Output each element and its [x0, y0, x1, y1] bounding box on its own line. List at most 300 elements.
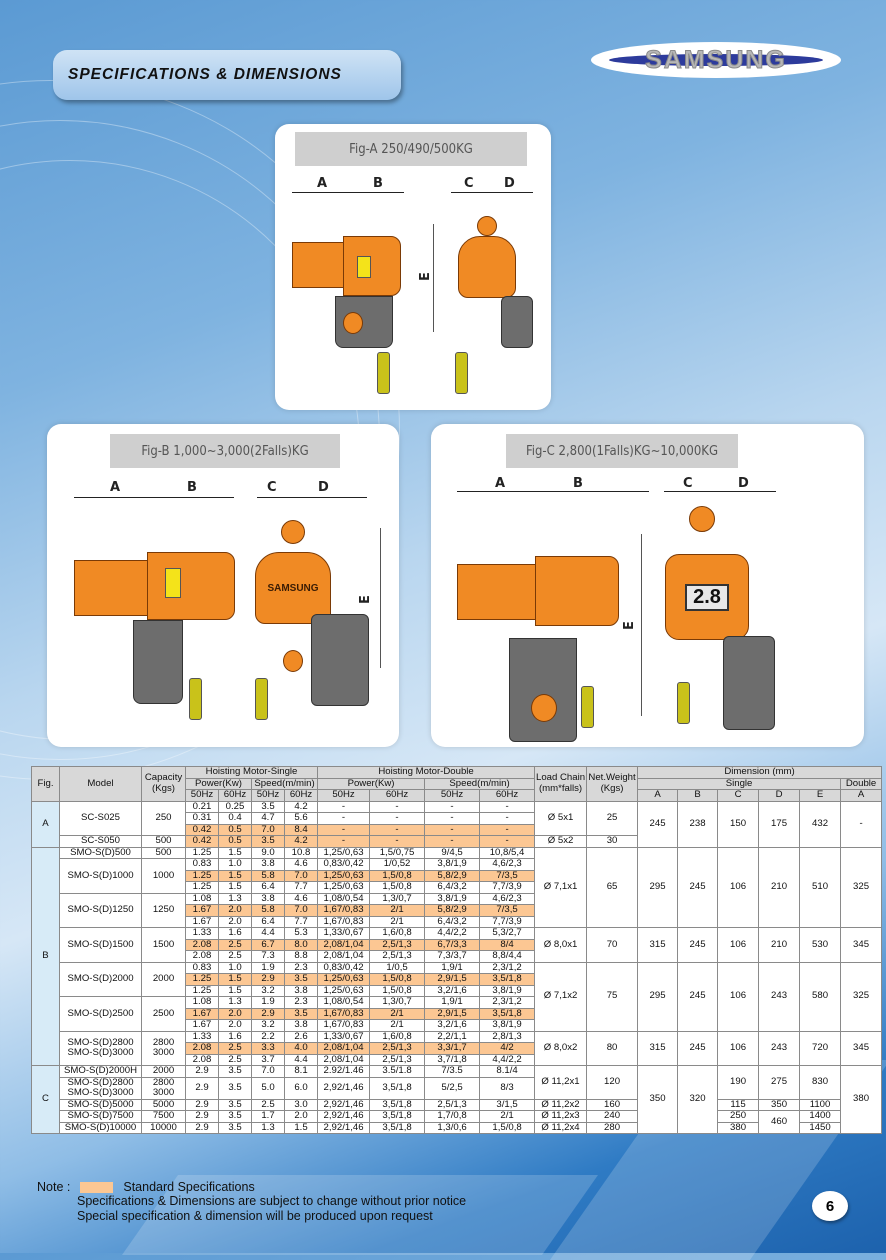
- dim-label-e: E: [621, 621, 637, 630]
- cell-ss50: 1.9: [252, 997, 285, 1009]
- cell-sp50: 0.83: [186, 859, 219, 871]
- cell-load-chain: Ø 8,0x1: [535, 928, 587, 963]
- pendant-switch-side: [255, 678, 268, 720]
- cell-sp50: 1.08: [186, 893, 219, 905]
- cell-ds50: 6,4/3,2: [425, 882, 480, 894]
- cell-load-chain: Ø 11,2x4: [535, 1122, 587, 1134]
- cell-model: [60, 1031, 142, 1066]
- cell-sp60: 1.5: [219, 974, 252, 986]
- cell-dp60: 1,5/0,8: [370, 882, 425, 894]
- cell-ds60: 3/1,5: [480, 1099, 535, 1111]
- top-hook: [281, 520, 305, 544]
- cell-ds60: 7/3,5: [480, 905, 535, 917]
- col-fig: Fig.: [32, 767, 60, 802]
- cell-model: [60, 1111, 142, 1123]
- cell-ds60: 2,3/1,2: [480, 997, 535, 1009]
- cell-dp50: -: [318, 813, 370, 825]
- capacity-value: 500: [155, 847, 172, 858]
- figure-b-label: Fig-B 1,000~3,000(2Falls)KG: [110, 434, 340, 468]
- cell-sp60: 3.5: [219, 1122, 252, 1134]
- figure-a-panel: [275, 124, 551, 410]
- cell-load-chain: Ø 7,1x2: [535, 962, 587, 1031]
- cell-load-chain: Ø 11,2x1: [535, 1066, 587, 1100]
- dim-label-a: A: [495, 476, 506, 491]
- table-row: [32, 1099, 882, 1111]
- cell-ds60: 2,8/1,3: [480, 1031, 535, 1043]
- col-net-weight: Net.Weight (Kgs): [587, 767, 638, 802]
- cell-sp60: 1.5: [219, 882, 252, 894]
- model-name: SMO-S(D)7500: [67, 1110, 134, 1121]
- cell-dp60: 1,5/0,8: [370, 974, 425, 986]
- cell-ss60: 4.6: [285, 859, 318, 871]
- cell-sp60: 0.4: [219, 813, 252, 825]
- cell-dp60: 2,5/1,3: [370, 1054, 425, 1066]
- cell-ds50: 3,7/1,8: [425, 1054, 480, 1066]
- cell-sp50: 1.25: [186, 870, 219, 882]
- cell-ss60: 7.7: [285, 882, 318, 894]
- cell-ds60: -: [480, 824, 535, 836]
- cell-dp60: 3,5/1,8: [370, 1111, 425, 1123]
- cell-ds50: 5,8/2,9: [425, 870, 480, 882]
- cell-model: [60, 859, 142, 894]
- cell-sp50: 2.08: [186, 1043, 219, 1055]
- cell-dim-c: 106: [718, 962, 759, 1031]
- cell-dp50: 1,33/0,67: [318, 928, 370, 940]
- cell-ds50: 2,2/1,1: [425, 1031, 480, 1043]
- cell-dp60: -: [370, 801, 425, 813]
- cell-ss50: 7.0: [252, 1066, 285, 1078]
- cell-sp60: 1.5: [219, 870, 252, 882]
- cell-load-chain: Ø 11,2x2: [535, 1099, 587, 1111]
- capacity-value: 2000: [152, 973, 175, 984]
- cell-ss60: 2.3: [285, 997, 318, 1009]
- col-dimension: Dimension (mm): [638, 767, 882, 779]
- cell-capacity: [142, 1031, 186, 1066]
- cell-dim-e: 432: [800, 801, 841, 847]
- cell-dp50: 2,08/1,04: [318, 1043, 370, 1055]
- model-name: SMO-S(D)2500: [67, 1007, 134, 1019]
- cell-ds50: 7,3/3,7: [425, 951, 480, 963]
- col-model: Model: [60, 767, 142, 802]
- cell-dp60: 1,6/0,8: [370, 1031, 425, 1043]
- cell-sp60: 0.5: [219, 836, 252, 848]
- capacity-value: 5000: [152, 1099, 175, 1110]
- cell-dp50: -: [318, 836, 370, 848]
- cell-ss50: 2.9: [252, 974, 285, 986]
- note-label: Note :: [37, 1180, 71, 1194]
- capacity-value: 2500: [152, 1007, 175, 1019]
- col-single-speed: Speed(m/min): [252, 778, 318, 790]
- cell-dim-a: 295: [638, 847, 678, 928]
- cell-ds50: -: [425, 836, 480, 848]
- cell-ds60: 3,5/1,8: [480, 1008, 535, 1020]
- figure-c-panel: [431, 424, 864, 747]
- cell-net-weight: 240: [587, 1111, 638, 1123]
- cell-sp50: 2.08: [186, 1054, 219, 1066]
- cell-net-weight: 25: [587, 801, 638, 836]
- cell-ss60: 4.6: [285, 893, 318, 905]
- cell-sp50: 2.08: [186, 951, 219, 963]
- top-hook: [477, 216, 497, 236]
- dim-line-ab: [292, 192, 404, 193]
- cell-net-weight: 80: [587, 1031, 638, 1066]
- cell-dp50: 1,67/0,83: [318, 916, 370, 928]
- cell-dim-c: 115: [718, 1099, 759, 1111]
- cell-dim-c: 150: [718, 801, 759, 847]
- cell-dim-da: 325: [841, 962, 882, 1031]
- model-name: SMO-S(D)1250: [67, 904, 134, 915]
- cell-sp50: 0.21: [186, 801, 219, 813]
- cell-sp60: 1.3: [219, 997, 252, 1009]
- cell-dim-a: 295: [638, 962, 678, 1031]
- cell-ss50: 6.7: [252, 939, 285, 951]
- dim-label-c: C: [683, 476, 693, 491]
- cell-sp60: 3.5: [219, 1077, 252, 1099]
- cell-dp50: 2,92/1,46: [318, 1077, 370, 1099]
- cell-net-weight: 120: [587, 1066, 638, 1100]
- model-name: SMO-S(D)2800: [67, 1036, 134, 1048]
- cell-dp50: 1,67/0,83: [318, 1008, 370, 1020]
- cell-sp50: 1.67: [186, 905, 219, 917]
- cell-ss60: 2.6: [285, 1031, 318, 1043]
- cell-capacity: [142, 928, 186, 963]
- cell-ss50: 5.0: [252, 1077, 285, 1099]
- cell-dim-a: 315: [638, 1031, 678, 1066]
- dim-label-b: B: [573, 476, 583, 491]
- col-double-speed: Speed(m/min): [425, 778, 535, 790]
- cell-dp60: -: [370, 836, 425, 848]
- table-row: [32, 1066, 882, 1078]
- cell-ss60: 3.8: [285, 985, 318, 997]
- cell-sp60: 2.5: [219, 1054, 252, 1066]
- cell-dim-a: 315: [638, 928, 678, 963]
- cell-ds50: 9/4,5: [425, 847, 480, 859]
- cell-dim-a: 350: [638, 1066, 678, 1134]
- cell-sp50: 1.33: [186, 1031, 219, 1043]
- hoist-gear-case: [147, 552, 235, 620]
- cell-dim-c: 106: [718, 847, 759, 928]
- cell-ds50: 3,8/1,9: [425, 893, 480, 905]
- cell-ds50: 3,2/1,6: [425, 1020, 480, 1032]
- cell-ss60: 5.3: [285, 928, 318, 940]
- cell-dp60: 2,5/1,3: [370, 939, 425, 951]
- cell-dim-c: 380: [718, 1122, 759, 1134]
- cell-ss60: 3.5: [285, 974, 318, 986]
- cell-fig: B: [32, 847, 60, 1066]
- cell-dp50: 1,25/0,63: [318, 870, 370, 882]
- cell-sp60: 2.0: [219, 916, 252, 928]
- cell-model: [60, 1099, 142, 1111]
- cell-load-chain: Ø 5x2: [535, 836, 587, 848]
- cell-capacity: [142, 801, 186, 836]
- cell-ss50: 3.5: [252, 801, 285, 813]
- model-name: SMO-S(D)5000: [67, 1099, 134, 1110]
- cell-sp60: 2.5: [219, 1043, 252, 1055]
- cell-ds60: 4/2: [480, 1043, 535, 1055]
- col-motor-double: Hoisting Motor-Double: [318, 767, 535, 779]
- header-row-1: [32, 767, 882, 779]
- cell-ss60: 2.0: [285, 1111, 318, 1123]
- hoist-side-body: [458, 236, 516, 298]
- cell-dp60: 2/1: [370, 1020, 425, 1032]
- col-motor-single: Hoisting Motor-Single: [186, 767, 318, 779]
- cell-model: [60, 962, 142, 997]
- chain-bucket-side: [723, 636, 775, 730]
- cell-sp60: 2.5: [219, 939, 252, 951]
- cell-ds60: 8,8/4,4: [480, 951, 535, 963]
- cell-dp60: 1,3/0,7: [370, 997, 425, 1009]
- dim-line-cd: [257, 497, 367, 498]
- table-row: [32, 801, 882, 813]
- cell-dim-c: 190: [718, 1066, 759, 1100]
- cell-sp50: 1.25: [186, 985, 219, 997]
- cell-ds60: 4,4/2,2: [480, 1054, 535, 1066]
- cell-ds60: 7/3,5: [480, 870, 535, 882]
- cell-dp50: 2,92/1,46: [318, 1099, 370, 1111]
- dim-line-e: [433, 224, 434, 332]
- cell-dim-b: 245: [678, 928, 718, 963]
- cell-dp60: 1,3/0,7: [370, 893, 425, 905]
- cell-sp60: 0.25: [219, 801, 252, 813]
- dim-label-e: E: [417, 272, 433, 281]
- cell-ss60: 7.0: [285, 870, 318, 882]
- cell-capacity: [142, 962, 186, 997]
- cell-sp60: 1.0: [219, 859, 252, 871]
- col-hz: 60Hz: [480, 790, 535, 802]
- capacity-value: 1000: [152, 869, 175, 881]
- col-single-power: Power(Kw): [186, 778, 252, 790]
- cell-ss50: 2.9: [252, 1008, 285, 1020]
- cell-load-chain: Ø 7,1x1: [535, 847, 587, 928]
- cell-dp60: 3,5/1,8: [370, 1122, 425, 1134]
- cell-dim-c: 106: [718, 1031, 759, 1066]
- cell-fig: A: [32, 801, 60, 847]
- col-dim-c: C: [718, 790, 759, 802]
- cell-ss60: 2.3: [285, 962, 318, 974]
- hoist-gear-case: [535, 556, 619, 626]
- cell-dim-da: -: [841, 801, 882, 847]
- capacity-value: 3000: [152, 1087, 175, 1098]
- cell-net-weight: 280: [587, 1122, 638, 1134]
- cell-sp50: 1.33: [186, 928, 219, 940]
- table-row: [32, 1122, 882, 1134]
- cell-ss60: 10.8: [285, 847, 318, 859]
- capacity-value: 2800: [152, 1036, 175, 1048]
- hoist-side-body: [665, 554, 749, 640]
- cell-ds60: 8/3: [480, 1077, 535, 1099]
- cell-dim-e: 720: [800, 1031, 841, 1066]
- cell-capacity: [142, 1077, 186, 1099]
- cell-sp50: 2.9: [186, 1111, 219, 1123]
- cell-ss60: 8.8: [285, 951, 318, 963]
- cell-dp50: 0,83/0,42: [318, 962, 370, 974]
- col-hz: 60Hz: [219, 790, 252, 802]
- model-name: SMO-S(D)1000: [67, 869, 134, 881]
- cell-dp60: 1,5/0,8: [370, 870, 425, 882]
- col-hz: 60Hz: [370, 790, 425, 802]
- cell-load-chain: Ø 8,0x2: [535, 1031, 587, 1066]
- cell-capacity: [142, 1122, 186, 1134]
- model-name: SC-S025: [81, 812, 120, 823]
- col-dim-e: E: [800, 790, 841, 802]
- cell-dp60: 2/1: [370, 916, 425, 928]
- cell-dim-b: 320: [678, 1066, 718, 1134]
- cell-sp60: 3.5: [219, 1066, 252, 1078]
- cell-capacity: [142, 847, 186, 859]
- cell-ss50: 7.0: [252, 824, 285, 836]
- capacity-value: 2800: [152, 1077, 175, 1088]
- cell-model: [60, 997, 142, 1032]
- cell-sp50: 1.67: [186, 916, 219, 928]
- cell-ds60: 2,3/1,2: [480, 962, 535, 974]
- cell-sp50: 1.67: [186, 1008, 219, 1020]
- dim-label-d: D: [318, 480, 329, 495]
- cell-dp50: 2,92/1,46: [318, 1111, 370, 1123]
- dim-line-e: [641, 534, 642, 716]
- cell-sp60: 1.6: [219, 1031, 252, 1043]
- cell-sp60: 2.0: [219, 905, 252, 917]
- model-name: SC-S050: [81, 835, 120, 846]
- cell-ds50: 1,9/1: [425, 962, 480, 974]
- section-title-banner: [53, 50, 401, 100]
- cell-dim-d: 210: [759, 928, 800, 963]
- cell-dim-e: 1450: [800, 1122, 841, 1134]
- cell-ds60: 3,5/1,8: [480, 974, 535, 986]
- cell-dim-b: 245: [678, 962, 718, 1031]
- cell-dim-da: 380: [841, 1066, 882, 1134]
- cell-dp50: 2,08/1,04: [318, 1054, 370, 1066]
- col-hz: 50Hz: [425, 790, 480, 802]
- control-box: [165, 568, 181, 598]
- cell-dp50: 1,67/0,83: [318, 1020, 370, 1032]
- cell-ss50: 1.9: [252, 962, 285, 974]
- figure-a-label: Fig-A 250/490/500KG: [295, 132, 527, 166]
- pendant-switch: [189, 678, 202, 720]
- cell-dim-d: 275: [759, 1066, 800, 1100]
- model-name: SMO-S(D)3000: [67, 1087, 134, 1098]
- cell-ss50: 4.7: [252, 813, 285, 825]
- cell-dim-e: 530: [800, 928, 841, 963]
- cell-ss50: 3.2: [252, 985, 285, 997]
- cell-dim-e: 830: [800, 1066, 841, 1100]
- dim-line-cd: [664, 491, 776, 492]
- cell-fig: C: [32, 1066, 60, 1134]
- cell-dim-c: 106: [718, 928, 759, 963]
- cell-dp50: 1,08/0,54: [318, 893, 370, 905]
- cell-ss60: 8.1: [285, 1066, 318, 1078]
- cell-dim-e: 1400: [800, 1111, 841, 1123]
- cell-ss50: 3.2: [252, 1020, 285, 1032]
- cell-sp50: 1.25: [186, 882, 219, 894]
- cell-dp50: 2,08/1,04: [318, 939, 370, 951]
- hoist-motor-body: [292, 242, 347, 288]
- cell-sp50: 1.25: [186, 974, 219, 986]
- cell-sp50: 0.83: [186, 962, 219, 974]
- cell-dim-a: 245: [638, 801, 678, 847]
- cell-capacity: [142, 1099, 186, 1111]
- dim-label-a: A: [317, 176, 328, 191]
- cell-ds60: 4,6/2,3: [480, 859, 535, 871]
- pendant-switch-side: [677, 682, 690, 724]
- cell-model: [60, 1066, 142, 1078]
- table-row: [32, 962, 882, 974]
- cell-model: [60, 1122, 142, 1134]
- cell-dp50: 1,67/0,83: [318, 905, 370, 917]
- cell-ds60: 1,5/0,8: [480, 1122, 535, 1134]
- cell-capacity: [142, 1111, 186, 1123]
- dim-line-ab: [457, 491, 649, 492]
- pendant-switch: [581, 686, 594, 728]
- cell-capacity: [142, 893, 186, 928]
- cell-ss50: 7.3: [252, 951, 285, 963]
- model-name: SMO-S(D)10000: [64, 1122, 137, 1133]
- cell-dp50: 1,25/0,63: [318, 974, 370, 986]
- cell-net-weight: 160: [587, 1099, 638, 1111]
- cell-ds50: 2,9/1,5: [425, 974, 480, 986]
- table-row: [32, 1031, 882, 1043]
- note-line: Special specification & dimension will be produced upon request: [77, 1209, 433, 1223]
- cell-ss50: 5.8: [252, 905, 285, 917]
- cell-ds50: 1,7/0,8: [425, 1111, 480, 1123]
- cell-sp60: 2.5: [219, 951, 252, 963]
- cell-model: [60, 847, 142, 859]
- table-body: [32, 801, 882, 1134]
- dim-label-b: B: [187, 480, 197, 495]
- col-dim-a: A: [638, 790, 678, 802]
- cell-dp50: -: [318, 801, 370, 813]
- figure-b-panel: [47, 424, 399, 747]
- hook: [343, 312, 363, 334]
- cell-ss50: 6.4: [252, 882, 285, 894]
- cell-sp50: 2.9: [186, 1122, 219, 1134]
- cell-sp50: 2.9: [186, 1099, 219, 1111]
- cell-ss60: 3.8: [285, 1020, 318, 1032]
- dim-label-e: E: [357, 595, 373, 604]
- cell-ss60: 6.0: [285, 1077, 318, 1099]
- figure-c-label: Fig-C 2,800(1Falls)KG~10,000KG: [506, 434, 738, 468]
- cell-ds50: 5/2,5: [425, 1077, 480, 1099]
- hoist-gear-case: [343, 236, 401, 296]
- capacity-value: 7500: [152, 1110, 175, 1121]
- cell-ss60: 8.0: [285, 939, 318, 951]
- cell-ds50: -: [425, 813, 480, 825]
- cell-dp60: 3,5/1,8: [370, 1099, 425, 1111]
- cell-capacity: [142, 859, 186, 894]
- cell-dp60: -: [370, 813, 425, 825]
- cell-ss60: 4.4: [285, 1054, 318, 1066]
- cell-dim-d: 460: [759, 1111, 800, 1134]
- cell-ds60: -: [480, 801, 535, 813]
- note-line: Specifications & Dimensions are subject to change without prior notice: [77, 1194, 467, 1208]
- cell-dim-d: 243: [759, 1031, 800, 1066]
- col-dim-single: Single: [638, 778, 841, 790]
- cell-dp50: 1,25/0,63: [318, 847, 370, 859]
- capacity-value: 250: [155, 812, 172, 823]
- col-dim-b: B: [678, 790, 718, 802]
- cell-ds60: 10,8/5,4: [480, 847, 535, 859]
- cell-dp60: 2/1: [370, 905, 425, 917]
- cell-ss50: 3.3: [252, 1043, 285, 1055]
- cell-ds50: 7/3.5: [425, 1066, 480, 1078]
- col-hz: 50Hz: [186, 790, 219, 802]
- col-hz: 50Hz: [252, 790, 285, 802]
- cell-load-chain: Ø 5x1: [535, 801, 587, 836]
- cell-dim-e: 580: [800, 962, 841, 1031]
- cell-dp50: 2,08/1,04: [318, 951, 370, 963]
- cell-sp60: 2.0: [219, 1008, 252, 1020]
- cell-dp60: 2/1: [370, 1008, 425, 1020]
- cell-sp60: 1.5: [219, 985, 252, 997]
